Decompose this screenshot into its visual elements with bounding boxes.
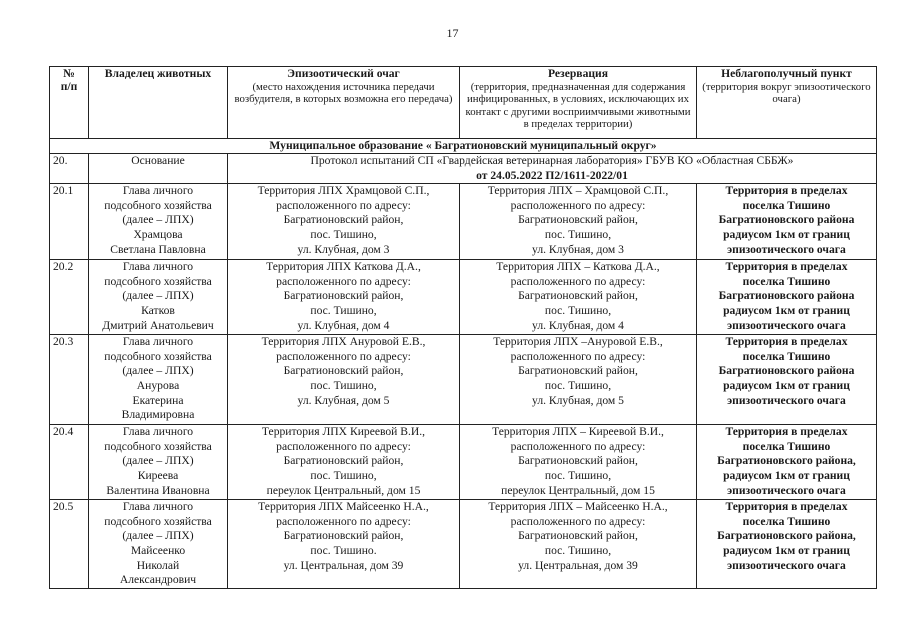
reservation-line: Багратионовский район, — [518, 529, 638, 543]
owner-line: Глава личного — [122, 425, 194, 439]
reservation-line: пос. Тишино, — [544, 378, 612, 392]
focus-line: пос. Тишино, — [310, 378, 377, 392]
basis-row — [50, 154, 877, 184]
header-num — [50, 67, 89, 139]
focus-line: расположенного по адресу: — [276, 349, 411, 363]
owner-line: Дмитрий Анатольевич — [102, 318, 214, 332]
reservation-line: расположенного по адресу: — [510, 349, 646, 363]
focus-line: пос. Тишино, — [310, 227, 377, 241]
table-row — [50, 500, 877, 589]
point-line: Территория в пределах — [725, 335, 848, 349]
owner-line: подсобного хозяйства — [104, 349, 212, 363]
focus-line: расположенного по адресу: — [276, 274, 411, 288]
point-line: радиусом 1км от границ — [723, 303, 850, 317]
header-point-title: Неблагополучный пункт — [721, 67, 852, 80]
owner-line: (далее – ЛПХ) — [122, 364, 194, 378]
focus-line: Территория ЛПХ Храмцовой С.П., — [257, 184, 430, 198]
reservation-line: Территория ЛПХ – Майсеенко Н.А., — [488, 500, 668, 514]
header-reservation-title: Резервация — [547, 67, 609, 80]
focus-line: Багратионовский район, — [283, 364, 404, 378]
header-point-sub: (территория вокруг эпизоотического очага) — [702, 80, 871, 105]
reservation-line: Территория ЛПХ – Храмцовой С.П., — [487, 184, 669, 198]
cell-focus — [228, 260, 460, 335]
reservation-line: расположенного по адресу: — [510, 439, 646, 453]
point-line: Багратионовского района, — [717, 529, 856, 543]
owner-line: Николай — [136, 558, 180, 572]
focus-line: расположенного по адресу: — [276, 198, 411, 212]
owner-line: Александрович — [119, 573, 197, 587]
reservation-line: ул. Центральная, дом 39 — [518, 558, 638, 572]
reservation-line: расположенного по адресу: — [510, 198, 646, 212]
point-line: Багратионовского района — [718, 364, 855, 378]
focus-line: Багратионовский район, — [283, 289, 404, 303]
focus-line: Территория ЛПХ Майсеенко Н.А., — [258, 500, 429, 514]
focus-line: Багратионовский район, — [283, 454, 404, 468]
focus-line: ул. Клубная, дом 4 — [297, 318, 390, 332]
basis-line-1: Протокол испытаний СП «Гвардейская ветеринарная лаборатория» ГБУВ КО «Областная СББЖ» — [310, 154, 794, 167]
cell-focus — [228, 500, 460, 589]
cell-point — [697, 425, 877, 500]
row-number: 20.5 — [50, 500, 89, 589]
owner-line: Владимировна — [121, 408, 195, 422]
point-line: поселка Тишино — [742, 349, 831, 363]
header-reservation — [460, 67, 697, 139]
focus-line: ул. Клубная, дом 5 — [297, 393, 390, 407]
table-row — [50, 425, 877, 500]
header-focus-title: Эпизоотический очаг — [287, 67, 400, 80]
section-row — [50, 139, 877, 154]
cell-point — [697, 184, 877, 260]
point-line: эпизоотического очага — [727, 483, 846, 497]
cell-reservation — [460, 425, 697, 500]
epizootic-table — [49, 66, 877, 589]
owner-line: Глава личного — [122, 260, 194, 274]
point-line: эпизоотического очага — [727, 242, 846, 256]
header-row — [50, 67, 877, 139]
section-title: Муниципальное образование « Багратионовский муниципальный округ» — [50, 139, 877, 154]
header-point — [697, 67, 877, 139]
point-line: поселка Тишино — [742, 439, 831, 453]
point-line: Территория в пределах — [725, 500, 848, 514]
focus-line: ул. Клубная, дом 3 — [297, 242, 390, 256]
reservation-line: ул. Клубная, дом 3 — [532, 242, 624, 256]
reservation-line: пос. Тишино, — [544, 303, 612, 317]
row-number: 20.2 — [50, 260, 89, 335]
reservation-line: переулок Центральный, дом 15 — [501, 483, 655, 497]
reservation-line: Багратионовский район, — [518, 289, 638, 303]
reservation-line: ул. Клубная, дом 5 — [532, 393, 624, 407]
table-row — [50, 184, 877, 260]
reservation-line: Багратионовский район, — [518, 454, 638, 468]
cell-owner — [89, 335, 228, 425]
point-line: Багратионовского района, — [717, 454, 856, 468]
cell-owner — [89, 184, 228, 260]
owner-line: Глава личного — [122, 335, 194, 349]
owner-line: Глава личного — [122, 500, 194, 514]
owner-line: подсобного хозяйства — [104, 439, 212, 453]
point-line: радиусом 1км от границ — [723, 378, 850, 392]
point-line: Территория в пределах — [725, 425, 848, 439]
reservation-line: Территория ЛПХ – Каткова Д.А., — [496, 260, 660, 274]
point-line: поселка Тишино — [742, 514, 831, 528]
cell-reservation — [460, 335, 697, 425]
reservation-line: Территория ЛПХ –Ануровой Е.В., — [493, 335, 663, 349]
focus-line: Багратионовский район, — [283, 529, 404, 543]
focus-line: пос. Тишино, — [310, 303, 377, 317]
reservation-line: расположенного по адресу: — [510, 514, 646, 528]
header-owner-title: Владелец животных — [104, 67, 212, 80]
owner-line: Киреева — [137, 468, 179, 482]
header-num-sub: п/п — [60, 79, 78, 93]
point-line: Территория в пределах — [725, 260, 848, 274]
point-line: Территория в пределах — [725, 184, 848, 198]
owner-line: (далее – ЛПХ) — [122, 529, 194, 543]
focus-line: расположенного по адресу: — [276, 439, 411, 453]
header-focus — [228, 67, 460, 139]
cell-focus — [228, 425, 460, 500]
point-line: поселка Тишино — [742, 274, 831, 288]
reservation-line: ул. Клубная, дом 4 — [532, 318, 624, 332]
row-number: 20.3 — [50, 335, 89, 425]
cell-owner — [89, 425, 228, 500]
owner-line: Светлана Павловна — [110, 242, 206, 256]
basis-label: Основание — [89, 154, 228, 184]
focus-line: Территория ЛПХ Каткова Д.А., — [266, 260, 421, 274]
page-number: 17 — [446, 26, 459, 40]
focus-line: пос. Тишино, — [310, 468, 377, 482]
point-line: эпизоотического очага — [727, 558, 846, 572]
point-line: радиусом 1км от границ — [723, 543, 850, 557]
cell-reservation — [460, 184, 697, 260]
header-focus-sub: (место нахождения источника передачи возбудителя, в которых возможна его передача) — [234, 80, 453, 105]
owner-line: подсобного хозяйства — [104, 274, 212, 288]
focus-line: ул. Центральная, дом 39 — [283, 558, 404, 572]
cell-point — [697, 500, 877, 589]
owner-line: (далее – ЛПХ) — [122, 213, 194, 227]
cell-point — [697, 260, 877, 335]
owner-line: (далее – ЛПХ) — [122, 454, 194, 468]
cell-focus — [228, 335, 460, 425]
header-reservation-sub: (территория, предназначенная для содержания инфицированных, в условиях, исключающих их контакт с другими восприимчивыми животными в пределах территории) — [465, 80, 691, 130]
header-owner — [89, 67, 228, 139]
cell-reservation — [460, 260, 697, 335]
row-number: 20.4 — [50, 425, 89, 500]
owner-line: Екатерина — [132, 393, 184, 407]
reservation-line: Багратионовский район, — [518, 213, 638, 227]
basis-text — [228, 154, 877, 184]
cell-point — [697, 335, 877, 425]
owner-line: подсобного хозяйства — [104, 514, 212, 528]
reservation-line: пос. Тишино, — [544, 227, 612, 241]
reservation-line: пос. Тишино, — [544, 543, 612, 557]
reservation-line: Багратионовский район, — [518, 364, 638, 378]
reservation-line: пос. Тишино, — [544, 468, 612, 482]
point-line: эпизоотического очага — [727, 393, 846, 407]
table-row — [50, 260, 877, 335]
owner-line: Валентина Ивановна — [106, 483, 210, 497]
point-line: поселка Тишино — [742, 198, 831, 212]
row-number: 20.1 — [50, 184, 89, 260]
point-line: радиусом 1км от границ — [723, 227, 850, 241]
owner-line: Храмцова — [133, 227, 183, 241]
reservation-line: Территория ЛПХ – Киреевой В.И., — [492, 425, 664, 439]
focus-line: переулок Центральный, дом 15 — [266, 483, 421, 497]
basis-num: 20. — [50, 154, 89, 184]
cell-owner — [89, 260, 228, 335]
focus-line: расположенного по адресу: — [276, 514, 411, 528]
point-line: эпизоотического очага — [727, 318, 846, 332]
cell-reservation — [460, 500, 697, 589]
focus-line: Территория ЛПХ Киреевой В.И., — [261, 425, 426, 439]
point-line: радиусом 1км от границ — [723, 468, 850, 482]
owner-line: подсобного хозяйства — [104, 198, 212, 212]
focus-line: Багратионовский район, — [283, 213, 404, 227]
basis-line-2: от 24.05.2022 П2/1611-2022/01 — [476, 168, 628, 182]
owner-line: Катков — [141, 303, 175, 317]
owner-line: (далее – ЛПХ) — [122, 289, 194, 303]
owner-line: Анурова — [136, 378, 180, 392]
owner-line: Майсеенко — [130, 543, 186, 557]
reservation-line: расположенного по адресу: — [510, 274, 646, 288]
focus-line: пос. Тишино. — [310, 543, 377, 557]
cell-owner — [89, 500, 228, 589]
cell-focus — [228, 184, 460, 260]
header-num-title: № — [63, 67, 75, 80]
table-row — [50, 335, 877, 425]
point-line: Багратионовского района — [718, 289, 855, 303]
focus-line: Территория ЛПХ Ануровой Е.В., — [261, 335, 426, 349]
owner-line: Глава личного — [122, 184, 194, 198]
point-line: Багратионовского района — [718, 213, 855, 227]
